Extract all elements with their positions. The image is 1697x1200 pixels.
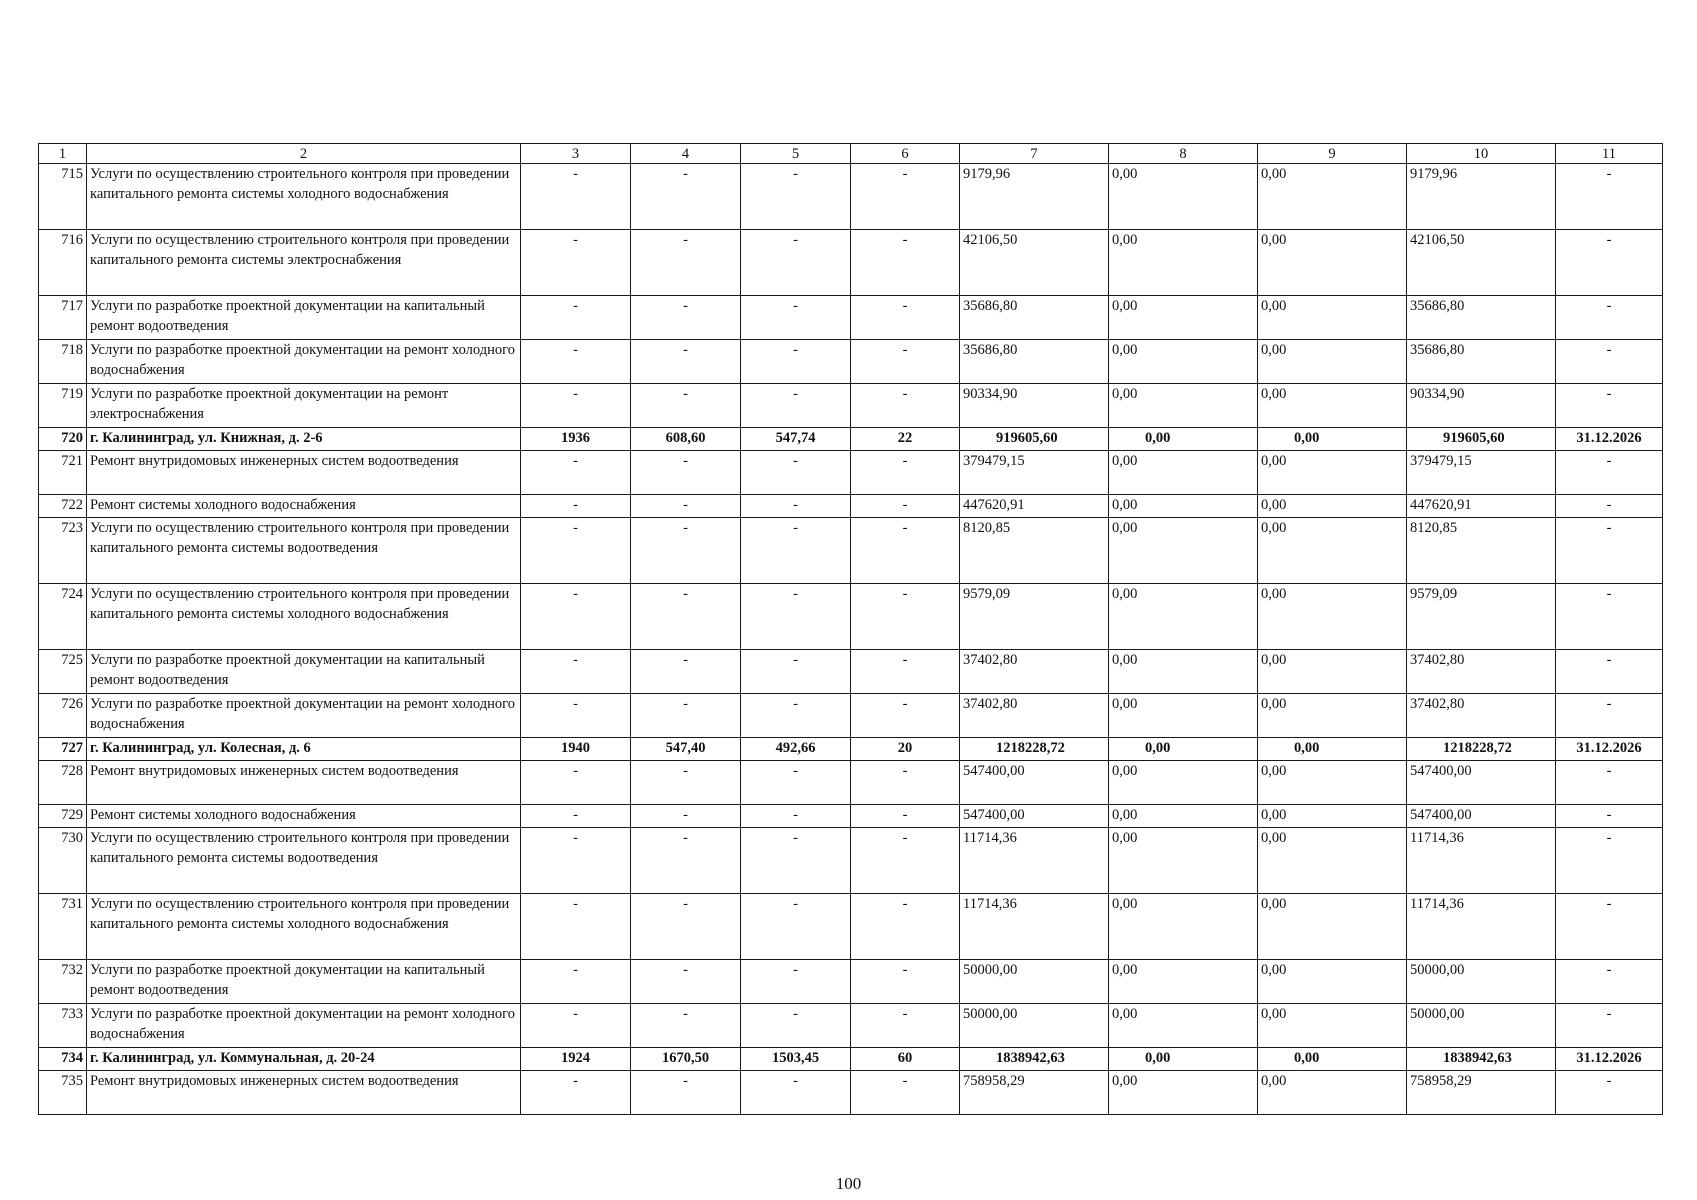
- item-name: Ремонт внутридомовых инженерных систем водоотведения: [87, 1071, 521, 1115]
- item-name: Ремонт системы холодного водоснабжения: [87, 805, 521, 828]
- cell-col-7: 758958,29: [960, 1071, 1109, 1115]
- cell-col-9: 0,00: [1258, 296, 1407, 340]
- cell-col-5: -: [741, 584, 851, 650]
- cell-col-4: -: [631, 584, 741, 650]
- cell-col-3: 1924: [521, 1048, 631, 1071]
- cell-col-8: 0,00: [1109, 650, 1258, 694]
- cell-col-11: -: [1556, 518, 1663, 584]
- table-row: [39, 894, 1663, 960]
- column-number: 1: [39, 144, 87, 164]
- cell-col-4: -: [631, 1071, 741, 1115]
- table-row: [39, 296, 1663, 340]
- cell-col-9: 0,00: [1258, 495, 1407, 518]
- row-index: 722: [39, 495, 87, 518]
- cell-col-3: -: [521, 650, 631, 694]
- cell-col-6: -: [851, 384, 960, 428]
- cell-col-3: -: [521, 1071, 631, 1115]
- cell-col-8: 0,00: [1109, 495, 1258, 518]
- cell-col-8: 0,00: [1109, 1004, 1258, 1048]
- cell-col-4: -: [631, 518, 741, 584]
- item-name: Услуги по осуществлению строительного контроля при проведении капитального ремонта системы холодного водоснабжения: [87, 164, 521, 230]
- cell-col-11: -: [1556, 451, 1663, 495]
- table-row: [39, 960, 1663, 1004]
- cell-col-7: 547400,00: [960, 761, 1109, 805]
- row-index: 721: [39, 451, 87, 495]
- cell-col-10: 1838942,63: [1407, 1048, 1556, 1071]
- row-index: 733: [39, 1004, 87, 1048]
- cell-col-5: -: [741, 805, 851, 828]
- cell-col-9: 0,00: [1258, 1048, 1407, 1071]
- item-name: Услуги по разработке проектной документации на ремонт холодного водоснабжения: [87, 1004, 521, 1048]
- row-index: 723: [39, 518, 87, 584]
- cell-col-6: -: [851, 495, 960, 518]
- cell-col-7: 1218228,72: [960, 738, 1109, 761]
- cell-col-7: 9179,96: [960, 164, 1109, 230]
- table-row: [39, 518, 1663, 584]
- cell-col-3: 1940: [521, 738, 631, 761]
- row-index: 719: [39, 384, 87, 428]
- cell-col-4: -: [631, 296, 741, 340]
- cell-col-3: -: [521, 384, 631, 428]
- cell-col-6: -: [851, 828, 960, 894]
- cell-col-8: 0,00: [1109, 164, 1258, 230]
- cell-col-11: 31.12.2026: [1556, 428, 1663, 451]
- cell-col-3: -: [521, 164, 631, 230]
- cell-col-3: -: [521, 296, 631, 340]
- item-name: Услуги по разработке проектной документации на капитальный ремонт водоотведения: [87, 296, 521, 340]
- cell-col-5: 547,74: [741, 428, 851, 451]
- item-name: Услуги по осуществлению строительного контроля при проведении капитального ремонта системы водоотведения: [87, 518, 521, 584]
- item-name: Услуги по осуществлению строительного контроля при проведении капитального ремонта системы водоотведения: [87, 828, 521, 894]
- cell-col-8: 0,00: [1109, 518, 1258, 584]
- table-row: [39, 828, 1663, 894]
- cell-col-8: 0,00: [1109, 1048, 1258, 1071]
- cell-col-5: -: [741, 495, 851, 518]
- column-number: 11: [1556, 144, 1663, 164]
- item-name: Услуги по осуществлению строительного контроля при проведении капитального ремонта системы электроснабжения: [87, 230, 521, 296]
- row-index: 726: [39, 694, 87, 738]
- column-number: 10: [1407, 144, 1556, 164]
- cell-col-10: 42106,50: [1407, 230, 1556, 296]
- item-name: Услуги по разработке проектной документации на капитальный ремонт водоотведения: [87, 960, 521, 1004]
- table-row: [39, 805, 1663, 828]
- cell-col-5: -: [741, 761, 851, 805]
- item-name: Ремонт внутридомовых инженерных систем водоотведения: [87, 451, 521, 495]
- cell-col-8: 0,00: [1109, 738, 1258, 761]
- cell-col-7: 90334,90: [960, 384, 1109, 428]
- cell-col-10: 379479,15: [1407, 451, 1556, 495]
- cell-col-8: 0,00: [1109, 761, 1258, 805]
- item-name: Ремонт внутридомовых инженерных систем водоотведения: [87, 761, 521, 805]
- cell-col-3: -: [521, 761, 631, 805]
- cell-col-5: -: [741, 518, 851, 584]
- cell-col-8: 0,00: [1109, 340, 1258, 384]
- cell-col-4: -: [631, 495, 741, 518]
- cell-col-6: -: [851, 894, 960, 960]
- cell-col-8: 0,00: [1109, 428, 1258, 451]
- row-index: 725: [39, 650, 87, 694]
- cell-col-9: 0,00: [1258, 384, 1407, 428]
- cell-col-10: 50000,00: [1407, 960, 1556, 1004]
- cell-col-9: 0,00: [1258, 428, 1407, 451]
- table-row: [39, 164, 1663, 230]
- cell-col-3: 1936: [521, 428, 631, 451]
- cell-col-6: -: [851, 650, 960, 694]
- table-row: [39, 230, 1663, 296]
- cell-col-8: 0,00: [1109, 828, 1258, 894]
- cell-col-9: 0,00: [1258, 761, 1407, 805]
- cell-col-5: 492,66: [741, 738, 851, 761]
- cell-col-7: 447620,91: [960, 495, 1109, 518]
- cell-col-11: 31.12.2026: [1556, 738, 1663, 761]
- cell-col-6: -: [851, 164, 960, 230]
- cell-col-10: 35686,80: [1407, 296, 1556, 340]
- cell-col-10: 11714,36: [1407, 894, 1556, 960]
- cell-col-4: -: [631, 805, 741, 828]
- cell-col-11: -: [1556, 761, 1663, 805]
- cell-col-3: -: [521, 340, 631, 384]
- cell-col-10: 758958,29: [1407, 1071, 1556, 1115]
- cell-col-8: 0,00: [1109, 296, 1258, 340]
- cell-col-10: 50000,00: [1407, 1004, 1556, 1048]
- item-name: Услуги по разработке проектной документации на ремонт электроснабжения: [87, 384, 521, 428]
- item-name: Услуги по разработке проектной документации на капитальный ремонт водоотведения: [87, 650, 521, 694]
- cell-col-6: -: [851, 1071, 960, 1115]
- cell-col-10: 37402,80: [1407, 650, 1556, 694]
- cell-col-8: 0,00: [1109, 384, 1258, 428]
- cell-col-7: 35686,80: [960, 296, 1109, 340]
- item-name: Услуги по осуществлению строительного контроля при проведении капитального ремонта системы холодного водоснабжения: [87, 584, 521, 650]
- cell-col-11: -: [1556, 495, 1663, 518]
- cell-col-9: 0,00: [1258, 1004, 1407, 1048]
- cell-col-6: -: [851, 1004, 960, 1048]
- cell-col-7: 37402,80: [960, 650, 1109, 694]
- cell-col-4: -: [631, 384, 741, 428]
- register-sheet: [38, 143, 1662, 1115]
- cell-col-9: 0,00: [1258, 828, 1407, 894]
- cell-col-6: -: [851, 960, 960, 1004]
- cell-col-3: -: [521, 805, 631, 828]
- cell-col-9: 0,00: [1258, 340, 1407, 384]
- column-number-row: [39, 144, 1663, 164]
- cell-col-4: -: [631, 650, 741, 694]
- cell-col-8: 0,00: [1109, 584, 1258, 650]
- cell-col-11: -: [1556, 164, 1663, 230]
- cell-col-11: -: [1556, 1004, 1663, 1048]
- row-index: 729: [39, 805, 87, 828]
- cell-col-11: -: [1556, 828, 1663, 894]
- cell-col-10: 90334,90: [1407, 384, 1556, 428]
- cell-col-10: 8120,85: [1407, 518, 1556, 584]
- cell-col-7: 11714,36: [960, 828, 1109, 894]
- cell-col-3: -: [521, 960, 631, 1004]
- cell-col-11: -: [1556, 1071, 1663, 1115]
- cell-col-7: 42106,50: [960, 230, 1109, 296]
- cell-col-6: 60: [851, 1048, 960, 1071]
- cell-col-10: 547400,00: [1407, 761, 1556, 805]
- item-name: г. Калининград, ул. Колесная, д. 6: [87, 738, 521, 761]
- item-name: г. Калининград, ул. Коммунальная, д. 20-24: [87, 1048, 521, 1071]
- table-row: [39, 584, 1663, 650]
- cell-col-9: 0,00: [1258, 518, 1407, 584]
- column-number: 4: [631, 144, 741, 164]
- cell-col-5: -: [741, 694, 851, 738]
- cell-col-11: -: [1556, 584, 1663, 650]
- cell-col-7: 919605,60: [960, 428, 1109, 451]
- cell-col-8: 0,00: [1109, 1071, 1258, 1115]
- cell-col-9: 0,00: [1258, 164, 1407, 230]
- cell-col-6: -: [851, 296, 960, 340]
- cell-col-8: 0,00: [1109, 230, 1258, 296]
- row-index: 727: [39, 738, 87, 761]
- row-index: 717: [39, 296, 87, 340]
- cell-col-9: 0,00: [1258, 1071, 1407, 1115]
- item-name: Услуги по разработке проектной документации на ремонт холодного водоснабжения: [87, 340, 521, 384]
- cell-col-4: -: [631, 761, 741, 805]
- cell-col-6: -: [851, 451, 960, 495]
- row-index: 728: [39, 761, 87, 805]
- cell-col-6: -: [851, 805, 960, 828]
- cell-col-5: -: [741, 384, 851, 428]
- cell-col-4: 547,40: [631, 738, 741, 761]
- cell-col-10: 1218228,72: [1407, 738, 1556, 761]
- address-row: [39, 738, 1663, 761]
- cell-col-4: -: [631, 694, 741, 738]
- table-row: [39, 451, 1663, 495]
- row-index: 720: [39, 428, 87, 451]
- cell-col-11: -: [1556, 894, 1663, 960]
- row-index: 724: [39, 584, 87, 650]
- cell-col-9: 0,00: [1258, 451, 1407, 495]
- cell-col-3: -: [521, 894, 631, 960]
- cell-col-11: -: [1556, 650, 1663, 694]
- address-row: [39, 1048, 1663, 1071]
- cell-col-11: -: [1556, 296, 1663, 340]
- row-index: 731: [39, 894, 87, 960]
- cell-col-11: -: [1556, 384, 1663, 428]
- cell-col-5: -: [741, 650, 851, 694]
- table-row: [39, 495, 1663, 518]
- cell-col-4: -: [631, 828, 741, 894]
- cell-col-6: 20: [851, 738, 960, 761]
- cell-col-9: 0,00: [1258, 894, 1407, 960]
- table-row: [39, 650, 1663, 694]
- column-number: 8: [1109, 144, 1258, 164]
- cell-col-4: -: [631, 451, 741, 495]
- cell-col-4: -: [631, 230, 741, 296]
- column-number: 5: [741, 144, 851, 164]
- cell-col-10: 447620,91: [1407, 495, 1556, 518]
- item-name: Услуги по разработке проектной документации на ремонт холодного водоснабжения: [87, 694, 521, 738]
- cell-col-6: -: [851, 584, 960, 650]
- row-index: 732: [39, 960, 87, 1004]
- cell-col-9: 0,00: [1258, 960, 1407, 1004]
- cell-col-4: 1670,50: [631, 1048, 741, 1071]
- cell-col-3: -: [521, 584, 631, 650]
- cell-col-9: 0,00: [1258, 805, 1407, 828]
- cell-col-4: -: [631, 340, 741, 384]
- cell-col-10: 35686,80: [1407, 340, 1556, 384]
- cell-col-8: 0,00: [1109, 894, 1258, 960]
- cell-col-9: 0,00: [1258, 584, 1407, 650]
- cell-col-5: -: [741, 451, 851, 495]
- cell-col-11: 31.12.2026: [1556, 1048, 1663, 1071]
- table-row: [39, 340, 1663, 384]
- cell-col-5: -: [741, 1004, 851, 1048]
- cell-col-7: 8120,85: [960, 518, 1109, 584]
- cell-col-7: 37402,80: [960, 694, 1109, 738]
- row-index: 716: [39, 230, 87, 296]
- cell-col-4: 608,60: [631, 428, 741, 451]
- cell-col-10: 9179,96: [1407, 164, 1556, 230]
- page-number: 100: [835, 1174, 862, 1193]
- table-row: [39, 1004, 1663, 1048]
- cell-col-9: 0,00: [1258, 738, 1407, 761]
- row-index: 718: [39, 340, 87, 384]
- table-row: [39, 694, 1663, 738]
- cell-col-6: -: [851, 340, 960, 384]
- cell-col-7: 11714,36: [960, 894, 1109, 960]
- cell-col-11: -: [1556, 340, 1663, 384]
- cell-col-8: 0,00: [1109, 451, 1258, 495]
- cell-col-3: -: [521, 828, 631, 894]
- cell-col-8: 0,00: [1109, 694, 1258, 738]
- cell-col-11: -: [1556, 805, 1663, 828]
- cell-col-4: -: [631, 164, 741, 230]
- table-row: [39, 1071, 1663, 1115]
- column-number: 3: [521, 144, 631, 164]
- cell-col-7: 50000,00: [960, 1004, 1109, 1048]
- cell-col-8: 0,00: [1109, 960, 1258, 1004]
- cell-col-4: -: [631, 1004, 741, 1048]
- cell-col-7: 547400,00: [960, 805, 1109, 828]
- row-index: 735: [39, 1071, 87, 1115]
- cell-col-5: -: [741, 960, 851, 1004]
- cell-col-6: 22: [851, 428, 960, 451]
- cell-col-10: 9579,09: [1407, 584, 1556, 650]
- column-number: 2: [87, 144, 521, 164]
- cell-col-9: 0,00: [1258, 650, 1407, 694]
- works-register-table: [38, 143, 1663, 1115]
- cell-col-3: -: [521, 451, 631, 495]
- cell-col-5: 1503,45: [741, 1048, 851, 1071]
- item-name: г. Калининград, ул. Книжная, д. 2-6: [87, 428, 521, 451]
- item-name: Услуги по осуществлению строительного контроля при проведении капитального ремонта системы холодного водоснабжения: [87, 894, 521, 960]
- cell-col-5: -: [741, 164, 851, 230]
- table-row: [39, 384, 1663, 428]
- column-number: 9: [1258, 144, 1407, 164]
- item-name: Ремонт системы холодного водоснабжения: [87, 495, 521, 518]
- cell-col-6: -: [851, 761, 960, 805]
- cell-col-11: -: [1556, 960, 1663, 1004]
- cell-col-11: -: [1556, 230, 1663, 296]
- cell-col-5: -: [741, 894, 851, 960]
- cell-col-4: -: [631, 960, 741, 1004]
- cell-col-10: 37402,80: [1407, 694, 1556, 738]
- cell-col-9: 0,00: [1258, 230, 1407, 296]
- cell-col-7: 1838942,63: [960, 1048, 1109, 1071]
- register-body: [39, 144, 1663, 1115]
- cell-col-10: 919605,60: [1407, 428, 1556, 451]
- row-index: 715: [39, 164, 87, 230]
- cell-col-8: 0,00: [1109, 805, 1258, 828]
- cell-col-10: 547400,00: [1407, 805, 1556, 828]
- table-row: [39, 761, 1663, 805]
- cell-col-7: 9579,09: [960, 584, 1109, 650]
- cell-col-3: -: [521, 694, 631, 738]
- cell-col-7: 379479,15: [960, 451, 1109, 495]
- cell-col-7: 35686,80: [960, 340, 1109, 384]
- cell-col-6: -: [851, 694, 960, 738]
- cell-col-5: -: [741, 296, 851, 340]
- address-row: [39, 428, 1663, 451]
- cell-col-4: -: [631, 894, 741, 960]
- cell-col-6: -: [851, 230, 960, 296]
- cell-col-3: -: [521, 495, 631, 518]
- column-number: 6: [851, 144, 960, 164]
- cell-col-3: -: [521, 518, 631, 584]
- column-number: 7: [960, 144, 1109, 164]
- row-index: 734: [39, 1048, 87, 1071]
- cell-col-6: -: [851, 518, 960, 584]
- cell-col-9: 0,00: [1258, 694, 1407, 738]
- cell-col-5: -: [741, 230, 851, 296]
- cell-col-3: -: [521, 230, 631, 296]
- cell-col-11: -: [1556, 694, 1663, 738]
- row-index: 730: [39, 828, 87, 894]
- cell-col-10: 11714,36: [1407, 828, 1556, 894]
- cell-col-3: -: [521, 1004, 631, 1048]
- cell-col-5: -: [741, 340, 851, 384]
- cell-col-5: -: [741, 1071, 851, 1115]
- cell-col-5: -: [741, 828, 851, 894]
- cell-col-7: 50000,00: [960, 960, 1109, 1004]
